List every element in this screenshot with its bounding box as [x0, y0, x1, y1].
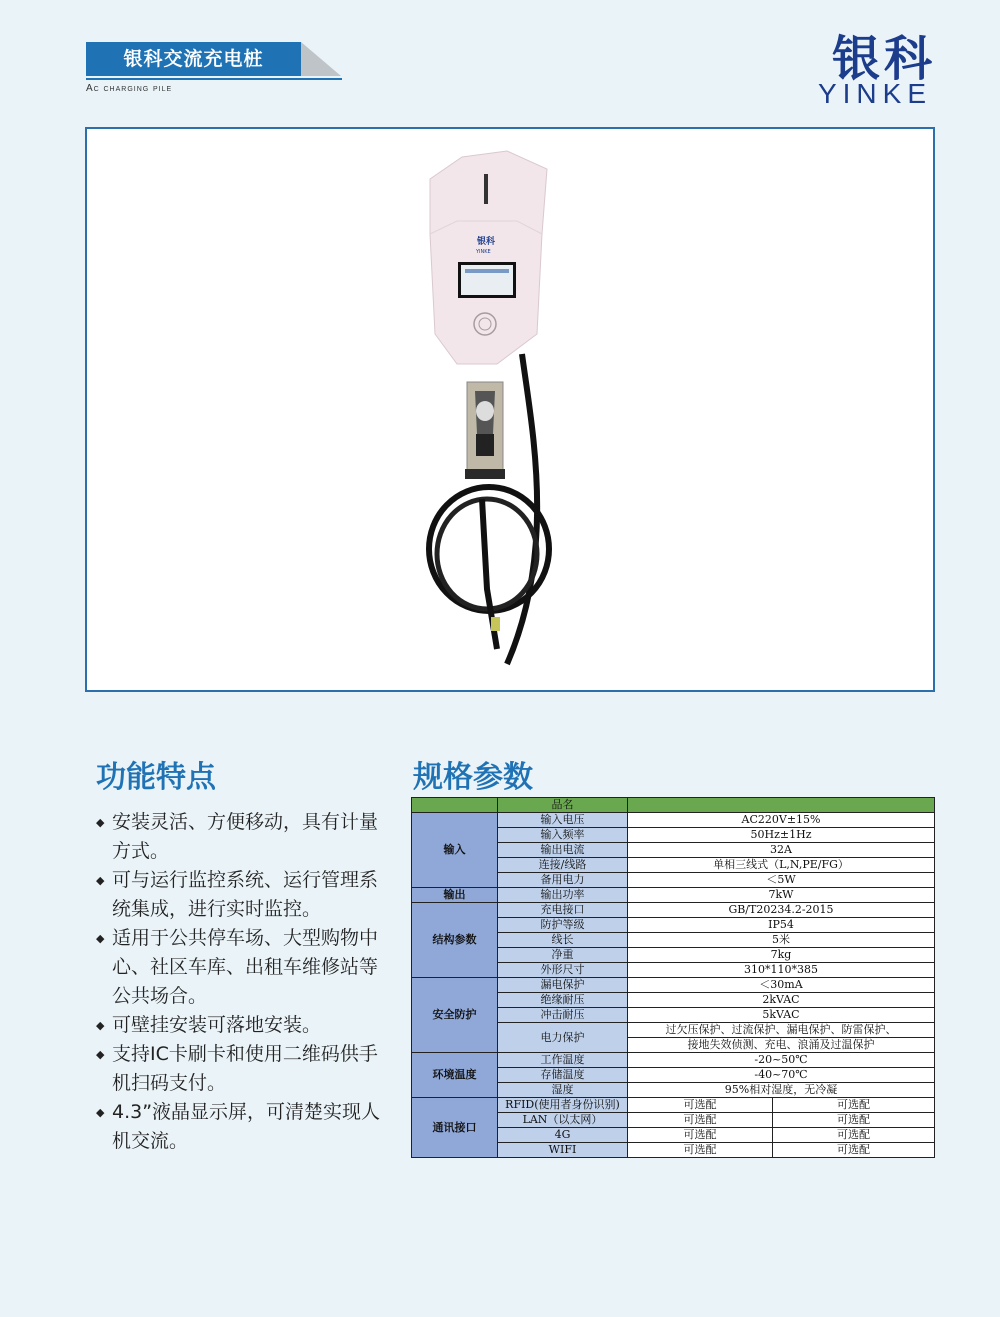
spec-item: LAN（以太网） — [498, 1113, 628, 1128]
feature-item: ◆ 安装灵活、方便移动，具有计量方式。 — [96, 808, 386, 866]
brand-logo-cn: 银科 — [831, 31, 936, 87]
spec-item: 输出电流 — [498, 843, 628, 858]
spec-item: 备用电力 — [498, 873, 628, 888]
spec-item: 输出功率 — [498, 888, 628, 903]
spec-value: 2kVAC — [628, 993, 935, 1008]
spec-item: 冲击耐压 — [498, 1008, 628, 1023]
features-list — [96, 808, 386, 1156]
spec-value: 5kVAC — [628, 1008, 935, 1023]
spec-value: -40~70℃ — [628, 1068, 935, 1083]
spec-value: 7kg — [628, 948, 935, 963]
spec-value: 7kW — [628, 888, 935, 903]
spec-item: 外形尺寸 — [498, 963, 628, 978]
feature-item: ◆ 4.3”液晶显示屏，可清楚实现人机交流。 — [96, 1098, 386, 1156]
spec-value: -20~50℃ — [628, 1053, 935, 1068]
spec-value: 可选配 — [773, 1143, 935, 1158]
device-logo-cn: 银科 — [477, 237, 496, 247]
spec-item: 湿度 — [498, 1083, 628, 1098]
product-photo-frame — [85, 127, 935, 692]
spec-header-item: 品名 — [498, 798, 628, 813]
spec-item: 防护等级 — [498, 918, 628, 933]
header-tab-tail — [301, 42, 341, 76]
spec-value: ＜30mA — [628, 978, 935, 993]
spec-value: 50Hz±1Hz — [628, 828, 935, 843]
feature-item: ◆ 支持IC卡刷卡和使用二维码供手机扫码支付。 — [96, 1040, 386, 1098]
spec-item: 漏电保护 — [498, 978, 628, 993]
spec-item: 线长 — [498, 933, 628, 948]
spec-value: ＜5W — [628, 873, 935, 888]
spec-item: 绝缘耐压 — [498, 993, 628, 1008]
device-logo-en: YINKE — [476, 249, 491, 255]
spec-header-blank — [412, 798, 498, 813]
spec-category-safety: 安全防护 — [412, 978, 498, 1053]
spec-value: 可选配 — [628, 1098, 773, 1113]
spec-item: 电力保护 — [498, 1023, 628, 1053]
spec-value: 可选配 — [773, 1113, 935, 1128]
spec-value: 310*110*385 — [628, 963, 935, 978]
header-title: 银科交流充电桩 — [86, 42, 301, 76]
spec-category-output: 输出 — [412, 888, 498, 903]
header-subtitle: Ac charging pile — [86, 83, 173, 94]
spec-value: 可选配 — [628, 1128, 773, 1143]
spec-value: 接地失效侦测、充电、浪涌及过温保护 — [628, 1038, 935, 1053]
spec-item: 充电接口 — [498, 903, 628, 918]
specs-title: 规格参数 — [413, 760, 533, 795]
spec-value: 95%相对湿度，无冷凝 — [628, 1083, 935, 1098]
spec-value: IP54 — [628, 918, 935, 933]
spec-value: 单相三线式（L,N,PE/FG） — [628, 858, 935, 873]
spec-value: AC220V±15% — [628, 813, 935, 828]
spec-item: 存储温度 — [498, 1068, 628, 1083]
feature-item: ◆ 适用于公共停车场、大型购物中心、社区车库、出租车维修站等公共场合。 — [96, 924, 386, 1011]
spec-item: 净重 — [498, 948, 628, 963]
spec-category-input: 输入 — [412, 813, 498, 888]
spec-category-comm: 通讯接口 — [412, 1098, 498, 1158]
spec-item: 4G — [498, 1128, 628, 1143]
spec-header-value — [628, 798, 935, 813]
spec-value: 5米 — [628, 933, 935, 948]
spec-value: 可选配 — [773, 1128, 935, 1143]
spec-item: 工作温度 — [498, 1053, 628, 1068]
spec-item: WIFI — [498, 1143, 628, 1158]
spec-value: 可选配 — [628, 1143, 773, 1158]
spec-category-structure: 结构参数 — [412, 903, 498, 978]
spec-value: GB/T20234.2-2015 — [628, 903, 935, 918]
features-title: 功能特点 — [96, 760, 216, 795]
header-divider — [86, 78, 342, 80]
spec-value: 过欠压保护、过流保护、漏电保护、防雷保护、 — [628, 1023, 935, 1038]
spec-value: 32A — [628, 843, 935, 858]
spec-value: 可选配 — [628, 1113, 773, 1128]
spec-table — [411, 797, 935, 1158]
feature-item: ◆ 可与运行监控系统、运行管理系统集成，进行实时监控。 — [96, 866, 386, 924]
spec-category-environment: 环境温度 — [412, 1053, 498, 1098]
spec-item: RFID(使用者身份识别) — [498, 1098, 628, 1113]
spec-item: 输入电压 — [498, 813, 628, 828]
spec-value: 可选配 — [773, 1098, 935, 1113]
brand-logo-en: YINKE — [817, 78, 932, 109]
feature-item: ◆ 可壁挂安装可落地安装。 — [96, 1011, 386, 1040]
charging-pile-illustration — [87, 129, 933, 690]
spec-item: 输入频率 — [498, 828, 628, 843]
spec-item: 连接/线路 — [498, 858, 628, 873]
